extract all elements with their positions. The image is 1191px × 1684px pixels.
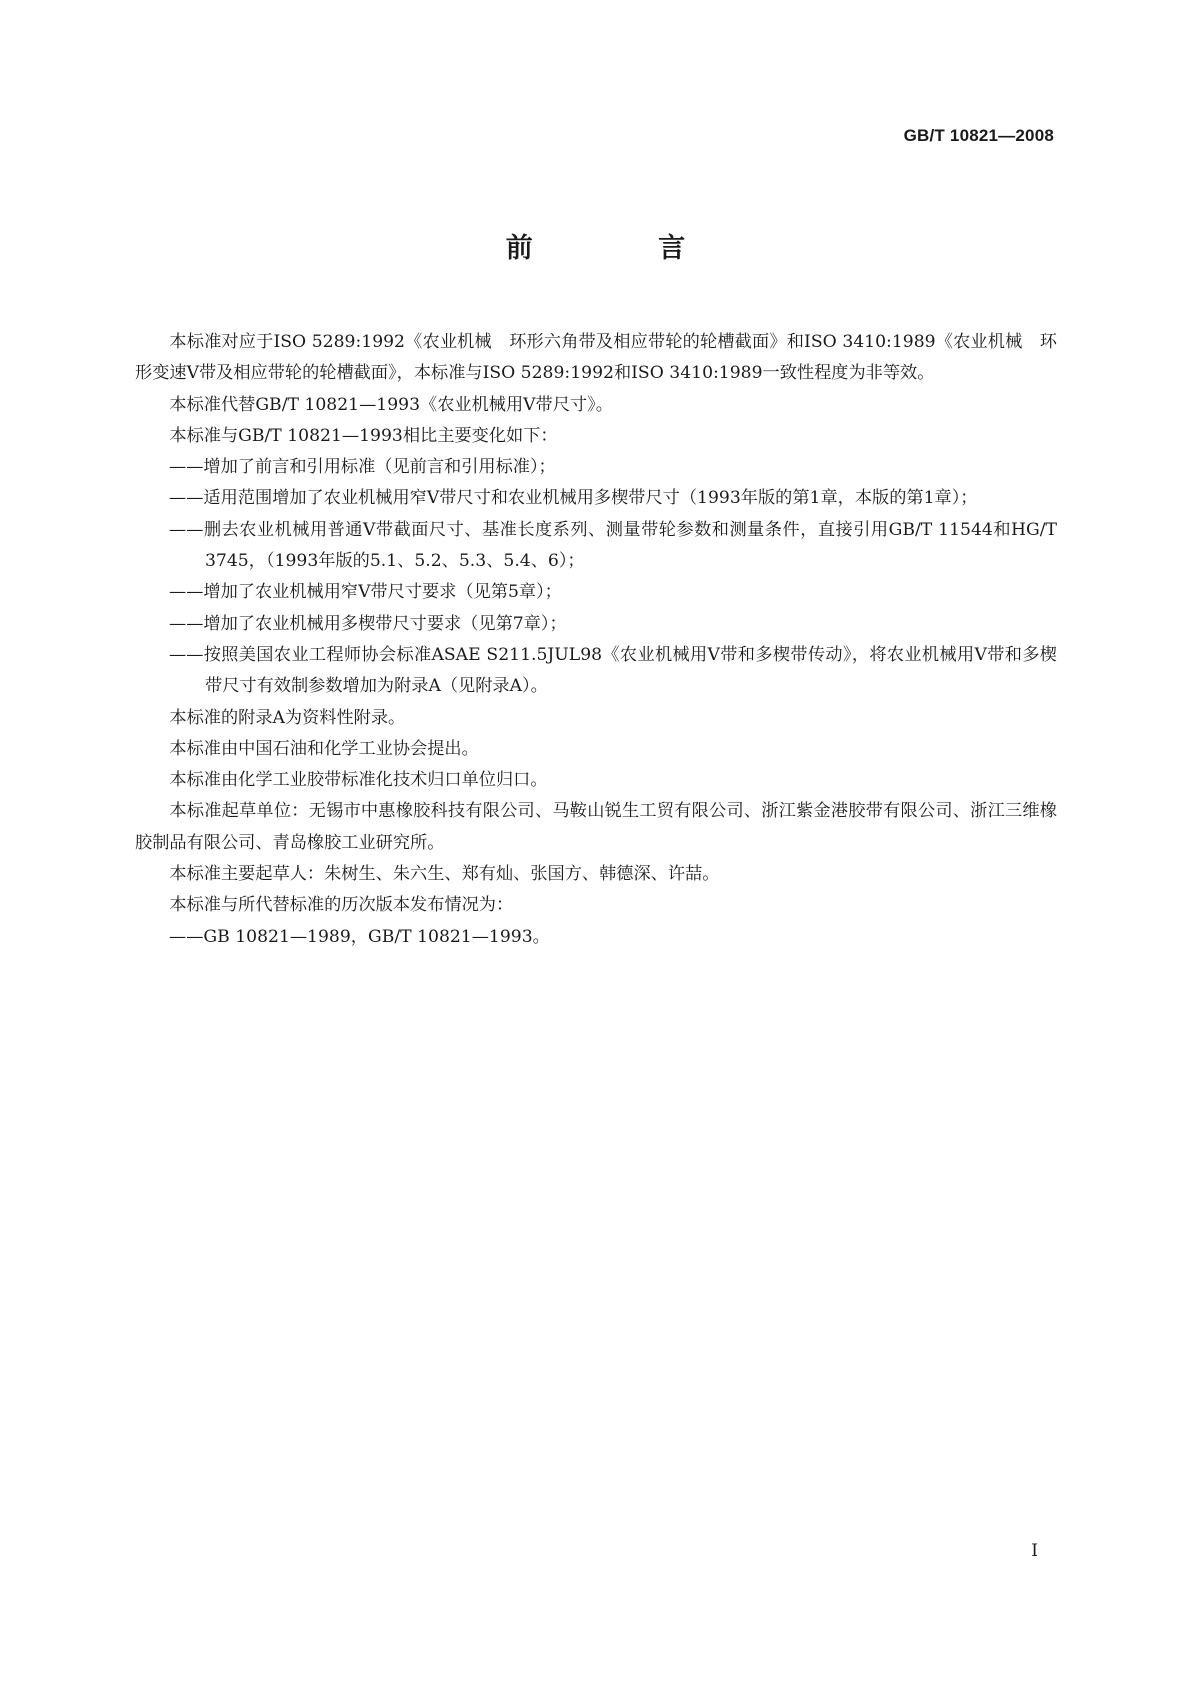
paragraph-replaces: 本标准代替GB/T 10821—1993《农业机械用V带尺寸》。 [169,394,613,415]
paragraph-changes-intro: 本标准与GB/T 10821—1993相比主要变化如下： [169,425,558,446]
change-item: ——增加了前言和引用标准（见前言和引用标准）； [169,457,556,478]
page-number: I [1031,1541,1038,1561]
document-body [135,327,1057,953]
change-item: ——增加了农业机械用窄V带尺寸要求（见第5章）； [169,582,562,603]
paragraph-proposer: 本标准由中国石油和化学工业协会提出。 [169,738,479,759]
change-item: ——按照美国农业工程师协会标准ASAE S211.5JUL98《农业机械用V带和多楔带传动》，将农业机械用V带和多楔带尺寸有效制参数增加为附录A（见附录A）。 [169,644,1057,697]
change-item: ——增加了农业机械用多楔带尺寸要求（见第7章）； [169,613,567,634]
change-item: ——删去农业机械用普通V带截面尺寸、基准长度系列、测量带轮参数和测量条件，直接引用GB/T 11544和HG/T 3745，（1993年版的5.1、5.2、5.3、5.4、6）； [169,519,1057,572]
paragraph-appendix: 本标准的附录A为资料性附录。 [169,707,406,728]
paragraph-centralized-unit: 本标准由化学工业胶带标准化技术归口单位归口。 [169,770,548,791]
page-title: 前 言 [505,233,744,264]
change-item: ——适用范围增加了农业机械用窄V带尺寸和农业机械用多楔带尺寸（1993年版的第1章，本版的第1章）； [169,488,978,509]
history-item: ——GB 10821—1989，GB/T 10821—1993。 [169,926,550,947]
paragraph-correspondence: 本标准对应于ISO 5289:1992《农业机械 环形六角带及相应带轮的轮槽截面》和ISO 3410:1989《农业机械 环形变速V带及相应带轮的轮槽截面》，本标准与ISO 5289:1992和ISO 3410:1989一致性程度为非等效。 [135,332,1057,384]
paragraph-drafters: 本标准主要起草人：朱树生、朱六生、郑有灿、张国方、韩德深、许喆。 [169,864,720,885]
paragraph-history-intro: 本标准与所代替标准的历次版本发布情况为： [169,895,514,916]
paragraph-drafting-units: 本标准起草单位：无锡市中惠橡胶科技有限公司、马鞍山锐生工贸有限公司、浙江紫金港胶带有限公司、浙江三维橡胶制品有限公司、青岛橡胶工业研究所。 [135,801,1057,853]
standard-code: GB/T 10821—2008 [903,126,1054,145]
